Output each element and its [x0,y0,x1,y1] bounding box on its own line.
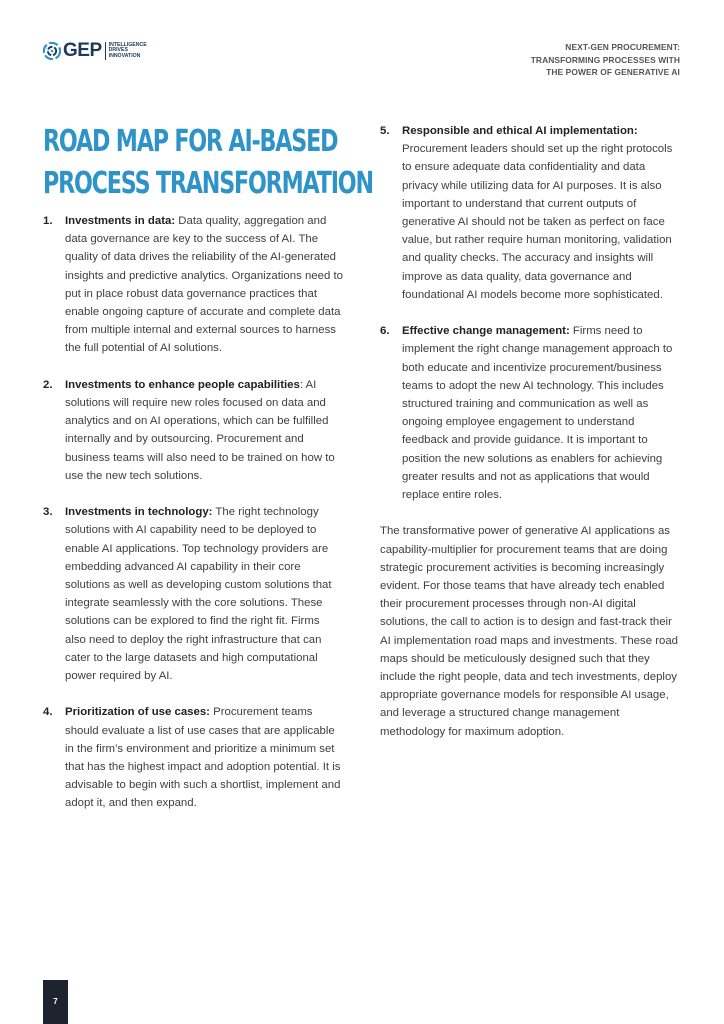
logo-wordmark: GEP [63,40,102,61]
list-item [380,122,681,304]
logo-tagline-line: INTELLIGENCE [108,41,147,48]
section-title [43,121,373,205]
closing-paragraph: The transformative power of generative AI applications as capability-multiplier for procurement teams that are doing strategic procurement activities is becoming increasingly evident. For those teams that have already tech enabled their procurement processes through non-AI digital solutions, the call to action is to design and fast-track their AI implementation road maps and investments. These road maps should be meticulously designed such that they include the right people, data and tech investments, deploy appropriate governance models for responsible AI usage, and leverage a structured change management methodology for maximum adoption. [380,525,679,738]
list-item-body: Procurement leaders should set up the right protocols to ensure adequate data confidentiality and data privacy while utilizing data for AI purposes. It is also important to understand that current outputs of generative AI should not be taken as perfect on face value, but rather require human monitoring, validation and quality checks. The accuracy and insights will improve as data quality, data governance and foundational AI models become more sophisticated. [402,143,673,301]
list-number: 3. [43,506,53,519]
section-title-line: ROAD MAP FOR AI-BASED [43,124,338,159]
running-header-line: NEXT-GEN PROCUREMENT: [565,42,680,52]
list-number: 5. [380,125,390,137]
list-item-heading: Effective change management: [402,325,570,338]
list-item [43,376,343,485]
gep-logo [43,42,147,60]
list-item-body: Procurement teams should evaluate a list of use cases that are applicable in the firm’s environment and prioritize a minimum set that has the highest impact and adoption potential. It is advisable to begin with such a shortlist, implement and adopt it, and then expand. [65,706,341,810]
list-number: 4. [43,706,53,719]
list-item [380,322,681,504]
list-item-body: Data quality, aggregation and data governance are key to the success of AI. The quality of data drives the reliability of the AI-generated insights and predictive analytics. Organizations need to put in place robust data governance practices that enable ongoing capture of accurate and complete data from multiple internal and external sources to harness the full potential of AI solutions. [65,215,343,355]
list-item-heading: Investments in technology: [65,506,213,519]
logo-tagline-line: DRIVES [108,47,128,54]
right-column [380,122,681,741]
list-item-heading: Investments to enhance people capabilities [65,378,300,391]
list-number: 1. [43,215,53,227]
list-item-body: The right technology solutions with AI capability need to be deployed to enable AI applications. Top technology providers are embedding advanced AI capability in their core solutions as well as developing custom solutions that integrate seamlessly with the core solutions. These solutions can be explored to find the right fit. Firms also need to deploy the right infrastructure that can cater to the large datasets and high computational power required by AI. [65,506,332,683]
list-item [43,703,343,812]
logo-divider [105,42,106,60]
list-number: 2. [43,378,53,391]
list-item-heading: Prioritization of use cases: [65,706,210,719]
section-title-line: PROCESS TRANSFORMATION [43,166,373,201]
list-item [43,503,343,685]
list-item [43,212,343,358]
list-item-heading: Investments in data: [65,215,176,227]
running-header [531,41,680,79]
list-item-body: Firms need to implement the right change management approach to both educate and incentivize procurement/business teams to adopt the new AI technology. This includes structured training and communication as well as ongoing employee engagement to understand feedback and provide guidance. It is important to position the new solutions as enablers for achieving greater results and not as applications that would replace entire roles. [402,325,673,502]
logo-tagline [109,43,147,60]
list-number: 6. [380,325,390,338]
list-item-heading: Responsible and ethical AI implementation: [402,125,638,137]
running-header-line: TRANSFORMING PROCESSES WITH [530,54,680,65]
gep-swirl-icon [43,42,61,60]
left-column [43,212,343,831]
list-item-body: : AI solutions will require new roles focused on data and analytics and on AI operations, which can be fulfilled internally and by outsourcing. Procurement and business teams will also need to be trained on how to use the new tech solutions. [65,378,335,482]
page-number: 7 [43,980,68,1024]
running-header-line: THE POWER OF GENERATIVE AI [546,67,680,77]
logo-tagline-line: INNOVATION [108,52,141,59]
